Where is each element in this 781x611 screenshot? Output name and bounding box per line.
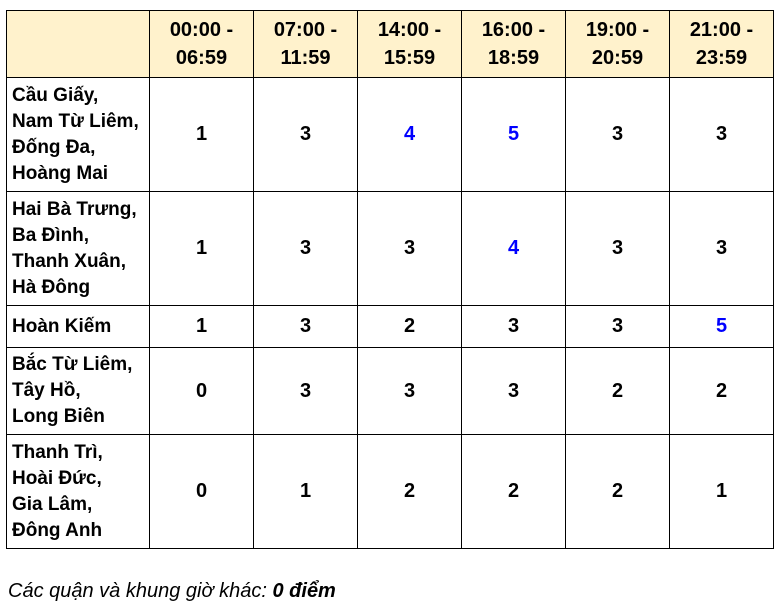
score-cell: 3 [566, 192, 670, 306]
score-cell: 3 [254, 192, 358, 306]
score-cell: 3 [462, 306, 566, 348]
time-slot-start: 14:00 - [377, 19, 442, 41]
district-name: Tây Hồ, [12, 380, 81, 401]
district-name: Đống Đa, [12, 136, 96, 158]
district-name: Thanh Xuân, [12, 250, 126, 272]
score-cell: 3 [358, 348, 462, 435]
district-cell [7, 348, 150, 435]
time-slot-start: 07:00 - [273, 19, 338, 41]
score-cell: 4 [462, 192, 566, 306]
time-slot-end: 06:59 [175, 47, 228, 69]
time-slot-end: 23:59 [695, 47, 748, 69]
district-name: Hoài Đức, [12, 467, 102, 489]
time-slot-header [670, 11, 774, 78]
footer-note [8, 580, 336, 603]
table-row [7, 192, 774, 306]
district-name: Hoàn Kiếm [12, 315, 112, 337]
time-slot-end: 11:59 [280, 47, 331, 69]
score-cell: 3 [566, 78, 670, 192]
score-cell: 5 [462, 78, 566, 192]
score-cell: 1 [150, 306, 254, 348]
table-row [7, 435, 774, 549]
time-slot-end: 20:59 [591, 47, 644, 69]
score-cell: 3 [462, 348, 566, 435]
header-row [7, 11, 774, 78]
score-cell: 2 [358, 435, 462, 549]
district-name: Nam Từ Liêm, [12, 110, 139, 132]
score-cell: 0 [150, 348, 254, 435]
district-name: Cầu Giấy, [12, 84, 99, 106]
time-slot-end: 18:59 [487, 47, 540, 69]
district-name: Long Biên [12, 406, 105, 427]
district-name: Hai Bà Trưng, [12, 198, 137, 220]
score-cell: 3 [254, 78, 358, 192]
district-name: Gia Lâm, [12, 493, 93, 515]
district-name: Đông Anh [12, 519, 103, 541]
time-slot-start: 00:00 - [169, 19, 234, 41]
district-name: Bắc Từ Liêm, [12, 354, 133, 375]
score-cell: 2 [358, 306, 462, 348]
district-cell [7, 192, 150, 306]
score-table [6, 10, 774, 549]
footer-label: Các quận và khung giờ khác: [8, 580, 267, 602]
score-cell: 3 [254, 348, 358, 435]
time-slot-header [462, 11, 566, 78]
score-cell: 2 [462, 435, 566, 549]
time-slot-start: 16:00 - [481, 19, 546, 41]
district-name: Ba Đình, [12, 224, 90, 246]
time-slot-end: 15:59 [383, 47, 436, 69]
footer-value: 0 điểm [272, 580, 336, 602]
score-cell: 3 [670, 78, 774, 192]
score-cell: 1 [150, 78, 254, 192]
time-slot-header [254, 11, 358, 78]
score-cell: 5 [670, 306, 774, 348]
score-cell: 2 [566, 348, 670, 435]
score-cell: 2 [566, 435, 670, 549]
district-name: Hà Đông [12, 276, 91, 298]
score-cell: 1 [670, 435, 774, 549]
table-row [7, 348, 774, 435]
time-slot-header [358, 11, 462, 78]
district-cell [7, 435, 150, 549]
score-cell: 2 [670, 348, 774, 435]
score-cell: 0 [150, 435, 254, 549]
header-corner-cell [7, 11, 150, 78]
score-cell: 3 [670, 192, 774, 306]
time-slot-start: 19:00 - [585, 19, 650, 41]
time-slot-header [566, 11, 670, 78]
score-cell: 4 [358, 78, 462, 192]
score-cell: 3 [358, 192, 462, 306]
score-cell: 1 [254, 435, 358, 549]
time-slot-start: 21:00 - [689, 19, 754, 41]
table-body [7, 78, 774, 549]
score-cell: 1 [150, 192, 254, 306]
score-cell: 3 [566, 306, 670, 348]
district-name: Thanh Trì, [12, 441, 103, 463]
table-header [7, 11, 774, 78]
time-slot-header [150, 11, 254, 78]
district-cell [7, 306, 150, 348]
district-cell [7, 78, 150, 192]
district-name: Hoàng Mai [12, 162, 109, 184]
table-row [7, 306, 774, 348]
table-row [7, 78, 774, 192]
score-cell: 3 [254, 306, 358, 348]
